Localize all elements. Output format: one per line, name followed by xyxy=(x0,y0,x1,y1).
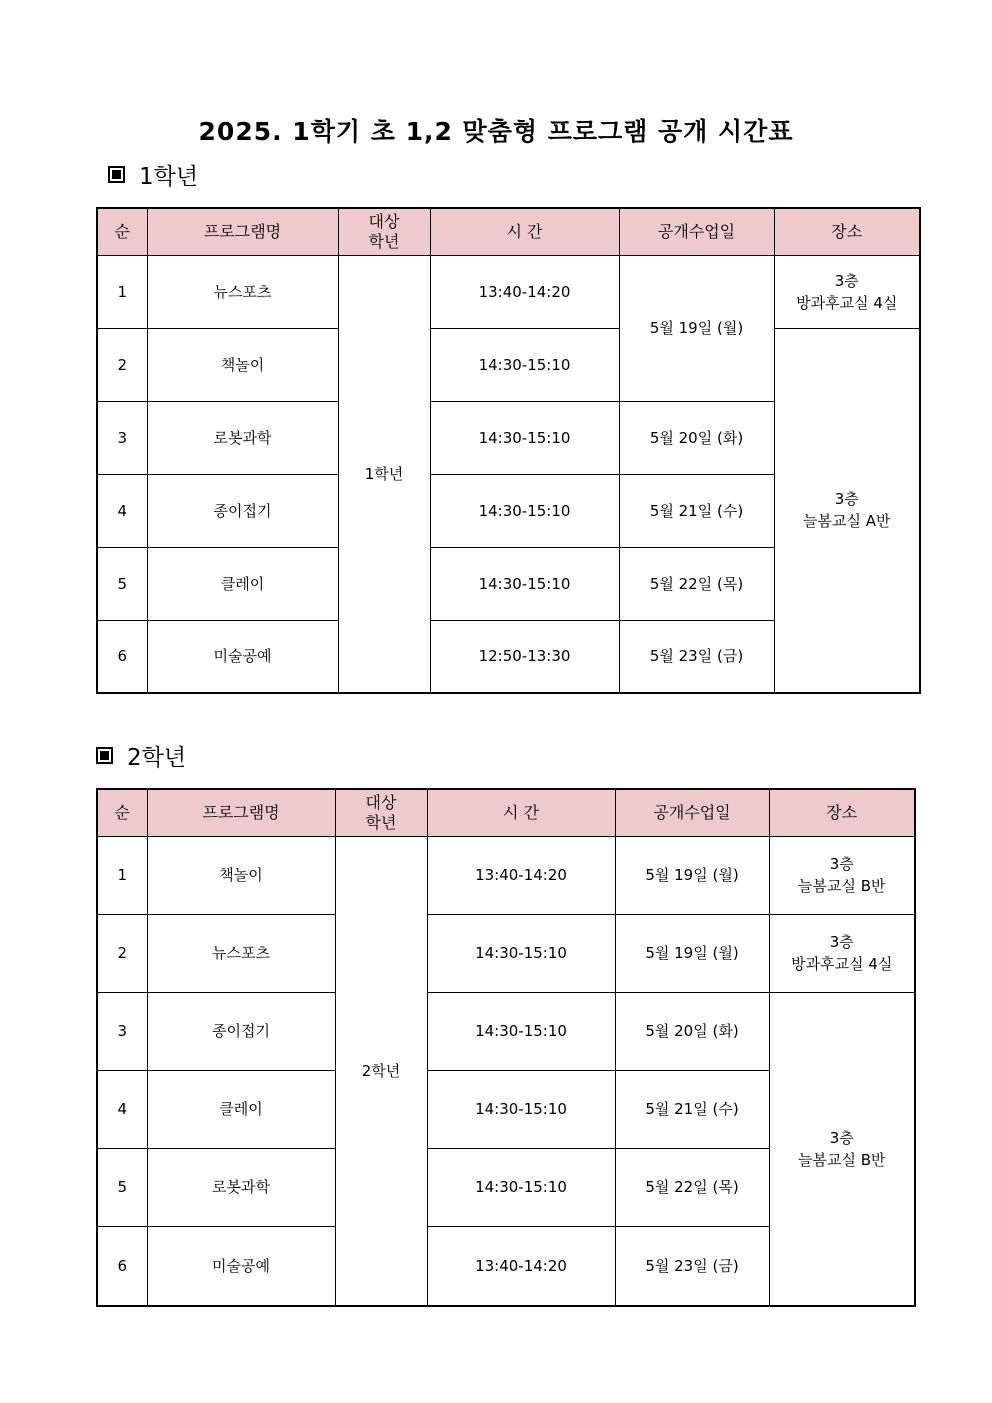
grade1-heading xyxy=(108,158,198,191)
square-bullet-icon xyxy=(96,747,113,764)
table-header-row xyxy=(97,789,915,836)
row-time: 12:50-13:30 xyxy=(430,620,619,693)
row-date: 5월 19일 (월) xyxy=(619,255,774,401)
row-program: 미술공예 xyxy=(147,620,338,693)
row-time: 14:30-15:10 xyxy=(427,1070,615,1148)
row-program: 미술공예 xyxy=(147,1226,335,1306)
row-no: 3 xyxy=(97,992,147,1070)
row-date: 5월 20일 (화) xyxy=(619,401,774,474)
grade1-schedule-table xyxy=(96,207,921,694)
row-no: 2 xyxy=(97,914,147,992)
row-place: 3층 방과후교실 4실 xyxy=(774,255,920,328)
row-program: 뉴스포츠 xyxy=(147,914,335,992)
row-date: 5월 19일 (월) xyxy=(615,914,769,992)
header-time: 시 간 xyxy=(427,789,615,836)
row-program: 책놀이 xyxy=(147,328,338,401)
table-row xyxy=(97,328,920,401)
row-no: 3 xyxy=(97,401,147,474)
row-date: 5월 23일 (금) xyxy=(615,1226,769,1306)
header-program: 프로그램명 xyxy=(147,789,335,836)
header-target: 대상 학년 xyxy=(338,208,430,255)
row-time: 14:30-15:10 xyxy=(430,474,619,547)
row-place: 3층 늘봄교실 B반 xyxy=(769,836,915,914)
row-program: 책놀이 xyxy=(147,836,335,914)
row-place: 3층 늘봄교실 B반 xyxy=(769,992,915,1306)
row-place: 3층 늘봄교실 A반 xyxy=(774,328,920,693)
row-time: 14:30-15:10 xyxy=(427,1148,615,1226)
row-program: 종이접기 xyxy=(147,992,335,1070)
row-no: 1 xyxy=(97,836,147,914)
table-row xyxy=(97,836,915,914)
row-program: 클레이 xyxy=(147,1070,335,1148)
row-date: 5월 22일 (목) xyxy=(619,547,774,620)
row-time: 13:40-14:20 xyxy=(427,1226,615,1306)
row-no: 4 xyxy=(97,474,147,547)
row-no: 4 xyxy=(97,1070,147,1148)
page-title: 2025. 1학기 초 1,2 맞춤형 프로그램 공개 시간표 xyxy=(198,117,794,146)
table-row xyxy=(97,992,915,1070)
table-row xyxy=(97,914,915,992)
header-program: 프로그램명 xyxy=(147,208,338,255)
row-time: 13:40-14:20 xyxy=(430,255,619,328)
header-place: 장소 xyxy=(774,208,920,255)
row-date: 5월 21일 (수) xyxy=(615,1070,769,1148)
target-grade: 1학년 xyxy=(338,255,430,693)
grade2-schedule-table xyxy=(96,788,916,1307)
row-program: 뉴스포츠 xyxy=(147,255,338,328)
row-no: 6 xyxy=(97,620,147,693)
table-row xyxy=(97,255,920,328)
row-place: 3층 방과후교실 4실 xyxy=(769,914,915,992)
grade2-heading xyxy=(96,739,186,772)
square-bullet-icon xyxy=(108,166,125,183)
row-program: 로봇과학 xyxy=(147,401,338,474)
row-no: 1 xyxy=(97,255,147,328)
header-no: 순 xyxy=(97,789,147,836)
row-time: 14:30-15:10 xyxy=(430,401,619,474)
header-place: 장소 xyxy=(769,789,915,836)
header-open-date: 공개수업일 xyxy=(615,789,769,836)
row-no: 5 xyxy=(97,1148,147,1226)
row-program: 종이접기 xyxy=(147,474,338,547)
grade1-heading-label: 1학년 xyxy=(139,164,199,190)
header-time: 시 간 xyxy=(430,208,619,255)
row-no: 6 xyxy=(97,1226,147,1306)
row-no: 5 xyxy=(97,547,147,620)
header-no: 순 xyxy=(97,208,147,255)
grade2-heading-label: 2학년 xyxy=(127,745,187,771)
row-date: 5월 23일 (금) xyxy=(619,620,774,693)
target-grade: 2학년 xyxy=(335,836,427,1306)
row-date: 5월 22일 (목) xyxy=(615,1148,769,1226)
row-time: 14:30-15:10 xyxy=(430,547,619,620)
row-time: 13:40-14:20 xyxy=(427,836,615,914)
row-time: 14:30-15:10 xyxy=(430,328,619,401)
row-no: 2 xyxy=(97,328,147,401)
row-program: 로봇과학 xyxy=(147,1148,335,1226)
table-header-row xyxy=(97,208,920,255)
row-time: 14:30-15:10 xyxy=(427,914,615,992)
header-target: 대상 학년 xyxy=(335,789,427,836)
row-time: 14:30-15:10 xyxy=(427,992,615,1070)
row-date: 5월 19일 (월) xyxy=(615,836,769,914)
row-date: 5월 20일 (화) xyxy=(615,992,769,1070)
header-open-date: 공개수업일 xyxy=(619,208,774,255)
row-program: 클레이 xyxy=(147,547,338,620)
row-date: 5월 21일 (수) xyxy=(619,474,774,547)
